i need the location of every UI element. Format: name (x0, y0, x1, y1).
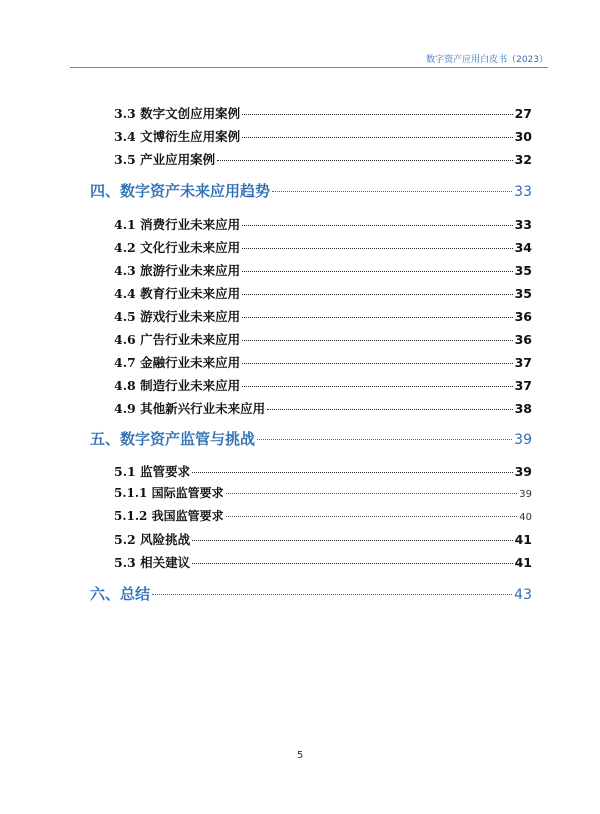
header-title: 数字资产应用白皮书（2023） (426, 55, 548, 65)
toc-section-entry[interactable] (114, 284, 532, 302)
toc-entry-page: 40 (519, 512, 532, 523)
toc-section-entry[interactable] (114, 261, 532, 279)
toc-entry-title: 5.1 监管要求 (114, 464, 191, 479)
toc-entry-title: 3.5 产业应用案例 (114, 152, 216, 167)
toc-section-entry[interactable] (114, 484, 532, 501)
toc-entry-page: 43 (514, 587, 532, 603)
dot-leader (242, 340, 512, 341)
dot-leader (226, 516, 518, 517)
toc-section-entry[interactable] (114, 330, 532, 348)
toc-section-entry[interactable] (114, 507, 532, 524)
toc-chapter-entry[interactable] (90, 180, 532, 201)
toc-entry-title: 4.1 消费行业未来应用 (114, 217, 241, 232)
toc-entry-page: 37 (514, 355, 532, 370)
toc-section-entry[interactable] (114, 104, 532, 122)
toc-section-entry[interactable] (114, 530, 532, 548)
dot-leader (242, 137, 512, 138)
toc-section-entry[interactable] (114, 307, 532, 325)
toc-entry-title: 5.2 风险挑战 (114, 532, 191, 547)
toc-entry-page: 35 (514, 263, 532, 278)
dot-leader (242, 363, 512, 364)
dot-leader (242, 294, 512, 295)
page-number: 5 (296, 750, 304, 761)
toc-entry-page: 33 (514, 217, 532, 232)
dot-leader (257, 439, 512, 440)
dot-leader (267, 409, 512, 410)
toc-entry-title: 4.7 金融行业未来应用 (114, 355, 241, 370)
dot-leader (242, 248, 512, 249)
toc-entry-title: 五、数字资产监管与挑战 (90, 430, 256, 448)
toc-entry-title: 六、总结 (90, 585, 151, 603)
toc-entry-page: 36 (514, 332, 532, 347)
toc-entry-title: 4.2 文化行业未来应用 (114, 240, 241, 255)
dot-leader (226, 493, 518, 494)
toc-entry-page: 38 (514, 401, 532, 416)
dot-leader (242, 271, 512, 272)
dot-leader (152, 594, 512, 595)
toc-entry-page: 34 (514, 240, 532, 255)
toc-entry-title: 5.3 相关建议 (114, 555, 191, 570)
toc-section-entry[interactable] (114, 215, 532, 233)
toc-entry-title: 4.3 旅游行业未来应用 (114, 263, 241, 278)
toc-section-entry[interactable] (114, 553, 532, 571)
toc-chapter-entry[interactable] (90, 583, 532, 604)
toc-entry-page: 32 (514, 152, 532, 167)
toc-entry-title: 3.3 数字文创应用案例 (114, 106, 241, 121)
toc-section-entry[interactable] (114, 238, 532, 256)
dot-leader (192, 472, 512, 473)
toc-section-entry[interactable] (114, 399, 532, 417)
toc-entry-page: 41 (514, 532, 532, 547)
toc-entry-title: 5.1.1 国际监管要求 (114, 486, 224, 500)
toc-section-entry[interactable] (114, 353, 532, 371)
toc-entry-page: 39 (519, 489, 532, 500)
dot-leader (272, 191, 512, 192)
toc-chapter-entry[interactable] (90, 428, 532, 449)
dot-leader (192, 540, 512, 541)
toc-entry-title: 4.8 制造行业未来应用 (114, 378, 241, 393)
toc-entry-page: 37 (514, 378, 532, 393)
toc-entry-page: 39 (514, 432, 532, 448)
toc-section-entry[interactable] (114, 127, 532, 145)
dot-leader (242, 386, 512, 387)
toc-entry-page: 41 (514, 555, 532, 570)
toc-entry-title: 四、数字资产未来应用趋势 (90, 182, 271, 200)
toc-entry-title: 3.4 文博衍生应用案例 (114, 129, 241, 144)
toc-entry-page: 39 (514, 464, 532, 479)
toc-section-entry[interactable] (114, 376, 532, 394)
toc-entry-page: 33 (514, 184, 532, 200)
toc-section-entry[interactable] (114, 462, 532, 480)
dot-leader (242, 114, 512, 115)
toc-entry-page: 36 (514, 309, 532, 324)
toc-entry-page: 35 (514, 286, 532, 301)
toc-entry-title: 4.9 其他新兴行业未来应用 (114, 401, 266, 416)
dot-leader (242, 317, 512, 318)
toc-entry-title: 5.1.2 我国监管要求 (114, 509, 224, 523)
toc-entry-title: 4.6 广告行业未来应用 (114, 332, 241, 347)
toc-entry-page: 27 (514, 106, 532, 121)
dot-leader (242, 225, 512, 226)
toc-entry-page: 30 (514, 129, 532, 144)
toc-entry-title: 4.4 教育行业未来应用 (114, 286, 241, 301)
toc-entry-title: 4.5 游戏行业未来应用 (114, 309, 241, 324)
toc-section-entry[interactable] (114, 150, 532, 168)
dot-leader (192, 563, 512, 564)
dot-leader (217, 160, 512, 161)
